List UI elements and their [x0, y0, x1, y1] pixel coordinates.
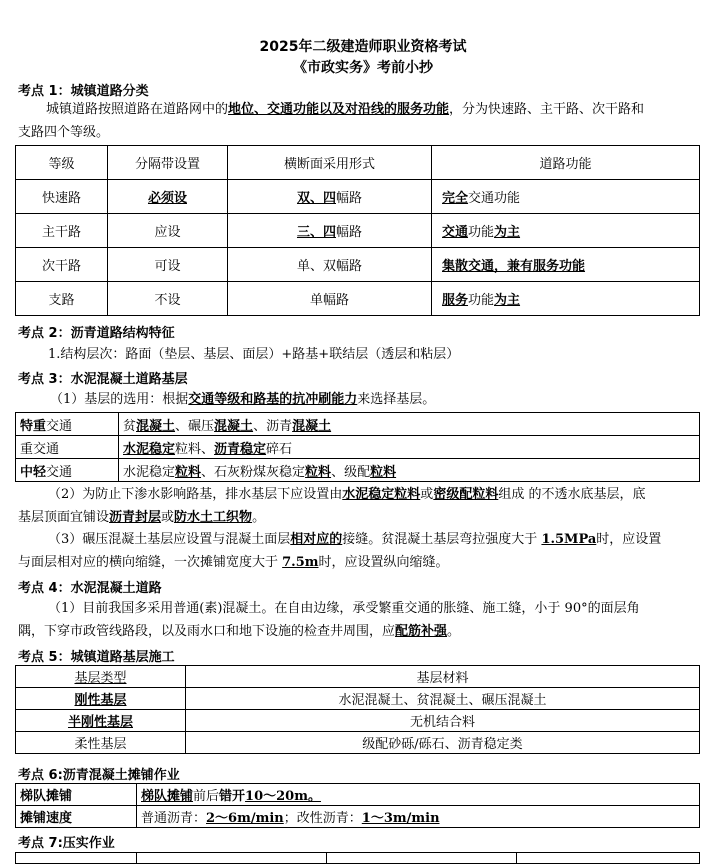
- cell-divider: 不设: [108, 282, 228, 316]
- v2: 、石灰粉煤灰稳定: [201, 464, 306, 480]
- v2: 粒料、: [175, 441, 215, 457]
- section-3-heading: 考点 3：水泥混凝土道路基层: [18, 372, 188, 387]
- table-row: [16, 282, 700, 316]
- cell-traffic: [16, 459, 119, 482]
- cell-traffic: [16, 413, 119, 436]
- v1: 粒料: [175, 464, 202, 480]
- s3-p2-g: 沥青封层: [109, 510, 162, 525]
- table-row: [16, 436, 700, 459]
- v3: 粒料: [305, 464, 332, 480]
- s3-p1-c: 来选择基层。: [357, 392, 436, 407]
- cell-traffic-em: 特重: [20, 418, 47, 434]
- cell-cross: 单幅路: [228, 282, 432, 316]
- r2-v2: ；改性沥青：: [283, 811, 362, 826]
- cell-func: [432, 180, 700, 214]
- s1-para-d: 支路四个等级。: [18, 125, 110, 140]
- table-row: [16, 214, 700, 248]
- cell-key: 梯队摊铺: [16, 784, 137, 806]
- cell-base: [119, 436, 700, 459]
- cell-func-em: 完全: [442, 191, 469, 206]
- section-6-heading: 考点 6:沥青混凝土摊铺作业: [18, 768, 180, 783]
- base-selection-table: [15, 412, 700, 482]
- table-header-row: [16, 146, 700, 180]
- table-row: [16, 180, 700, 214]
- section-7-heading: 考点 7:压实作业: [18, 836, 115, 851]
- paving-table: [15, 783, 700, 828]
- s3-p1-b: 交通等级和路基的抗冲刷能力: [188, 392, 358, 407]
- s1-para-c: ，分为快速路、主干路、次干路和: [449, 102, 645, 117]
- s3-p3-b: 相对应的: [290, 532, 343, 547]
- cell-material: 无机结合料: [186, 710, 700, 732]
- s4-p-b: 隅，下穿市政管线路段，以及雨水口和地下设施的检查井周围，应: [18, 624, 396, 639]
- cell-empty: [16, 853, 137, 864]
- cell-cross-rest: 幅路: [336, 225, 363, 240]
- table-row: [16, 413, 700, 436]
- s3-p2-j: 。: [252, 510, 266, 525]
- section-1-heading: 考点 1：城镇道路分类: [18, 84, 149, 99]
- cell-func: [432, 282, 700, 316]
- cell-level: 次干路: [16, 248, 108, 282]
- table-row: [16, 732, 700, 754]
- section-2-line: 1.结构层次：路面（垫层、基层、面层）+路基+联结层（透层和粘层）: [48, 347, 460, 362]
- s3-p3-c: 接缝。贫混凝土基层弯拉强度大于: [342, 532, 542, 547]
- section-2-heading: 考点 2：沥青道路结构特征: [18, 326, 175, 341]
- table-row: [16, 710, 700, 732]
- section-4-para: [18, 597, 698, 643]
- cell-level: 支路: [16, 282, 108, 316]
- cell-func-mid: 功能: [468, 225, 495, 240]
- cell-func: 集散交通，兼有服务功能: [432, 248, 700, 282]
- cell-cross-rest: 幅路: [336, 191, 363, 206]
- cell-empty: [517, 853, 700, 864]
- doc-subtitle: 《市政实务》考前小抄: [293, 60, 433, 76]
- cell-value: [137, 806, 700, 828]
- s3-p2-a: （2）为防止下渗水影响路基，排水基层下应设置由: [48, 487, 343, 502]
- base-type-table: [15, 665, 700, 754]
- cell-func-em2: 为主: [494, 225, 521, 240]
- s3-p3-e: 时，应设置: [596, 532, 662, 547]
- section-3-p1: [18, 388, 726, 411]
- r2-v0: 普通沥青：: [141, 811, 207, 826]
- table-row: [16, 853, 700, 864]
- cell-func-mid: 交通功能: [468, 191, 521, 206]
- cell-cross-em: 双、四: [296, 191, 336, 206]
- doc-title: 2025年二级建造师职业资格考试: [259, 39, 467, 55]
- v4: 、沥青: [253, 418, 293, 434]
- cell-base: [119, 459, 700, 482]
- cell-cross: 单、双幅路: [228, 248, 432, 282]
- v0: 水泥稳定: [123, 464, 176, 480]
- cell-base: [119, 413, 700, 436]
- th-func: 道路功能: [432, 146, 700, 180]
- v4: 碎石: [266, 441, 293, 457]
- section-3-p2: [18, 483, 698, 529]
- section-1-para: [18, 98, 698, 144]
- cell-level: 快速路: [16, 180, 108, 214]
- s3-p2-f: 基层顶面宜铺设: [18, 510, 110, 525]
- s4-p-d: 。: [447, 624, 461, 639]
- section-5-heading: 考点 5：城镇道路基层施工: [18, 650, 175, 665]
- r2-v1: 2～6m/min: [206, 811, 284, 826]
- s3-p3-h: 时，应设置纵向缩缝。: [318, 555, 449, 570]
- v3: 沥青稳定: [214, 441, 267, 457]
- cell-divider: 应设: [108, 214, 228, 248]
- v1: 混凝土: [136, 418, 176, 434]
- s3-p2-i: 防水土工织物: [174, 510, 253, 525]
- v5: 混凝土: [292, 418, 332, 434]
- cell-cross-em: 三、四: [296, 225, 336, 240]
- r2-v3: 1～3m/min: [361, 811, 440, 826]
- section-3-p3: [18, 528, 698, 574]
- th-divider: 分隔带设置: [108, 146, 228, 180]
- s3-p3-d: 1.5MPa: [541, 532, 597, 547]
- s3-p2-b: 水泥稳定粒料: [342, 487, 421, 502]
- cell-traffic: 重交通: [16, 436, 119, 459]
- s1-para-a: 城镇道路按照道路在道路网中的: [46, 102, 229, 117]
- v1: 水泥稳定: [123, 441, 176, 457]
- cell-traffic-em: 中轻: [20, 464, 47, 480]
- cell-level: 主干路: [16, 214, 108, 248]
- cell-func-mid: 功能: [468, 293, 495, 308]
- cell-type: 刚性基层: [16, 688, 186, 710]
- cell-type: 柔性基层: [16, 732, 186, 754]
- table-row: [16, 459, 700, 482]
- cell-traffic-rest: 交通: [46, 464, 73, 480]
- cell-func: [432, 214, 700, 248]
- s3-p1-a: （1）基层的选用：根据: [50, 392, 189, 407]
- r1-v3: 10～20m。: [245, 789, 321, 804]
- table-header-row: [16, 666, 700, 688]
- road-class-table: [15, 145, 700, 316]
- th-type: 基层类型: [16, 666, 186, 688]
- section-4-heading: 考点 4：水泥混凝土道路: [18, 581, 162, 596]
- s3-p2-c: 或: [420, 487, 434, 502]
- cell-value: [137, 784, 700, 806]
- cell-traffic-rest: 交通: [46, 418, 73, 434]
- r1-v1: 前后: [193, 789, 220, 804]
- s3-p3-a: （3）碾压混凝土基层应设置与混凝土面层: [48, 532, 291, 547]
- cell-func-em2: 为主: [494, 293, 521, 308]
- cell-key: 摊铺速度: [16, 806, 137, 828]
- s3-p3-g: 7.5m: [282, 555, 319, 570]
- cell-divider: 可设: [108, 248, 228, 282]
- cell-divider: 必须设: [108, 180, 228, 214]
- table-row: [16, 688, 700, 710]
- th-level: 等级: [16, 146, 108, 180]
- cell-cross: [228, 180, 432, 214]
- s3-p2-d: 密级配粒料: [433, 487, 499, 502]
- cell-empty: [137, 853, 327, 864]
- th-material: 基层材料: [186, 666, 700, 688]
- th-cross: 横断面采用形式: [228, 146, 432, 180]
- cell-func-em: 交通: [442, 225, 469, 240]
- compaction-table-top: [15, 852, 700, 864]
- s3-p3-f: 与面层相对应的横向缩缝，一次摊铺宽度大于: [18, 555, 283, 570]
- cell-material: 水泥混凝土、贫混凝土、碾压混凝土: [186, 688, 700, 710]
- table-row: [16, 784, 700, 806]
- s1-para-b: 地位、交通功能以及对沿线的服务功能: [228, 102, 450, 117]
- cell-empty: [327, 853, 517, 864]
- table-row: [16, 806, 700, 828]
- cell-type: 半刚性基层: [16, 710, 186, 732]
- v4: 、级配: [331, 464, 371, 480]
- v2: 、碾压: [175, 418, 215, 434]
- s4-p-c: 配筋补强: [395, 624, 448, 639]
- v5: 粒料: [370, 464, 397, 480]
- s3-p2-e: 组成 的不透水底基层，底: [498, 487, 646, 502]
- cell-func-em: 服务: [442, 293, 469, 308]
- r1-v0: 梯队摊铺: [141, 789, 194, 804]
- cell-cross: [228, 214, 432, 248]
- r1-v2: 错开: [219, 789, 246, 804]
- cell-material: 级配砂砾/砾石、沥青稳定类: [186, 732, 700, 754]
- s4-p-a: （1）目前我国多采用普通(素)混凝土。在自由边缘，承受繁重交通的胀缝、施工缝，小于 90°的面层角: [48, 601, 640, 616]
- v3: 混凝土: [214, 418, 254, 434]
- s3-p2-h: 或: [161, 510, 175, 525]
- table-row: [16, 248, 700, 282]
- v0: 贫: [123, 418, 137, 434]
